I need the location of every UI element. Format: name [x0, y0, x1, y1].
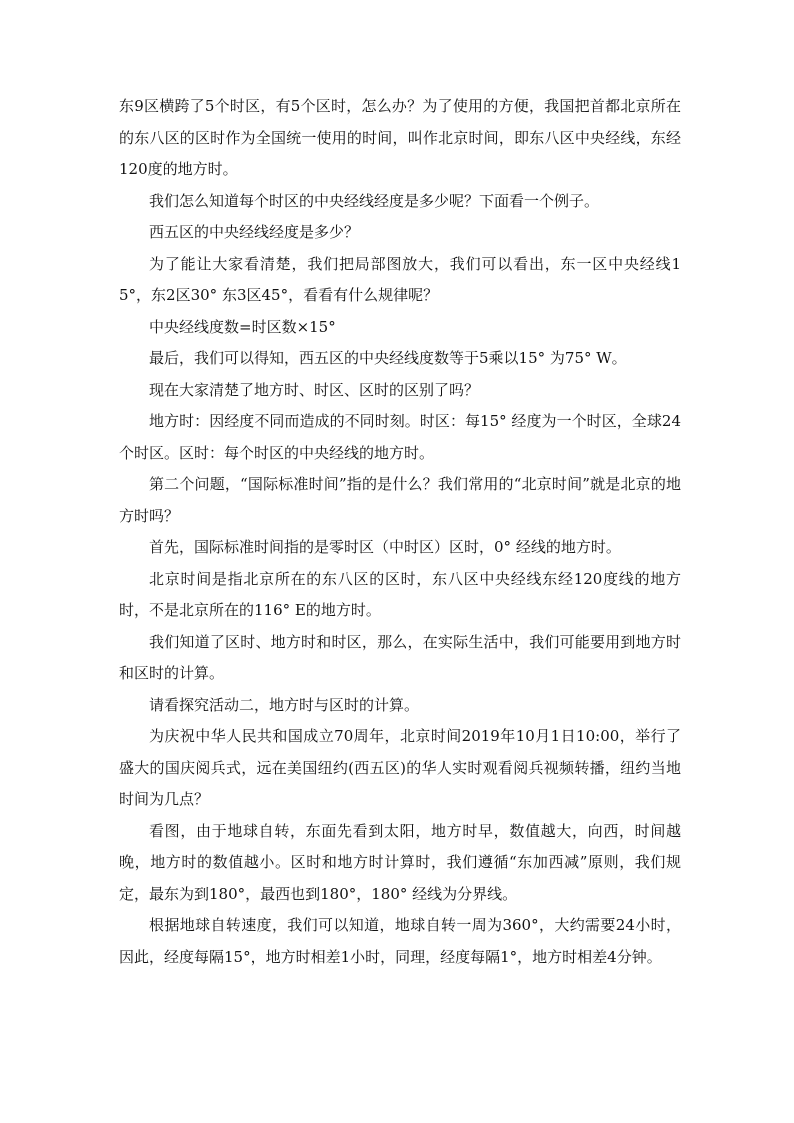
paragraph-1: 东9区横跨了5个时区，有5个区时，怎么办？为了使用的方便，我国把首都北京所在的东八区的区时作为全国统一使用的时间，叫作北京时间，即东八区中央经线，东经120度的地方时。: [119, 97, 681, 178]
paragraph-10: 首先，国际标准时间指的是零时区（中时区）区时，0° 经线的地方时。: [149, 538, 621, 556]
paragraph-7: 现在大家清楚了地方时、时区、区时的区别了吗？: [149, 380, 480, 399]
paragraph-15: 看图，由于地球自转，东面先看到太阳，地方时早，数值越大，向西，时间越晚，地方时的数值越小。区时和地方时计算时，我们遵循“东加西减”原则，我们规定，最东为到180°，最西也到180°，180° 经线为分界线。: [119, 821, 681, 903]
paragraph-4: 为了能让大家看清楚，我们把局部图放大，我们可以看出，东一区中央经线15°，东2区30° 东3区45°，看看有什么规律呢？: [119, 254, 681, 304]
paragraph-6: 最后，我们可以得知，西五区的中央经线度数等于5乘以15° 为75° W。: [149, 349, 627, 367]
paragraph-11: 北京时间是指北京所在的东八区的区时，东八区中央经线东经120度线的地方时，不是北京所在的116° E的地方时。: [119, 569, 681, 619]
paragraph-2: 我们怎么知道每个时区的中央经线经度是多少呢？下面看一个例子。: [149, 191, 600, 210]
paragraph-8: 地方时：因经度不同而造成的不同时刻。时区：每15° 经度为一个时区，全球24个时区。区时：每个时区的中央经线的地方时。: [119, 412, 681, 462]
paragraph-13: 请看探究活动二，地方时与区时的计算。: [149, 695, 420, 714]
paragraph-14: 为庆祝中华人民共和国成立70周年，北京时间2019年10月1日10:00，举行了盛大的国庆阅兵式，远在美国纽约(西五区)的华人实时观看阅兵视频转播，纽约当地时间为几点？: [119, 727, 681, 808]
paragraph-9: 第二个问题，“国际标准时间”指的是什么？我们常用的“北京时间”就是北京的地方时吗？: [119, 475, 681, 525]
paragraph-3: 西五区的中央经线经度是多少？: [149, 223, 360, 241]
paragraph-12: 我们知道了区时、地方时和时区，那么，在实际生活中，我们可能要用到地方时和区时的计算。: [119, 632, 681, 682]
document-body: [119, 91, 681, 973]
paragraph-16: 根据地球自转速度，我们可以知道，地球自转一周为360°，大约需要24小时，因此，经度每隔15°，地方时相差1小时，同理，经度每隔1°，地方时相差4分钟。: [119, 916, 681, 966]
paragraph-5-formula: 中央经线度数=时区数×15°: [149, 317, 336, 336]
